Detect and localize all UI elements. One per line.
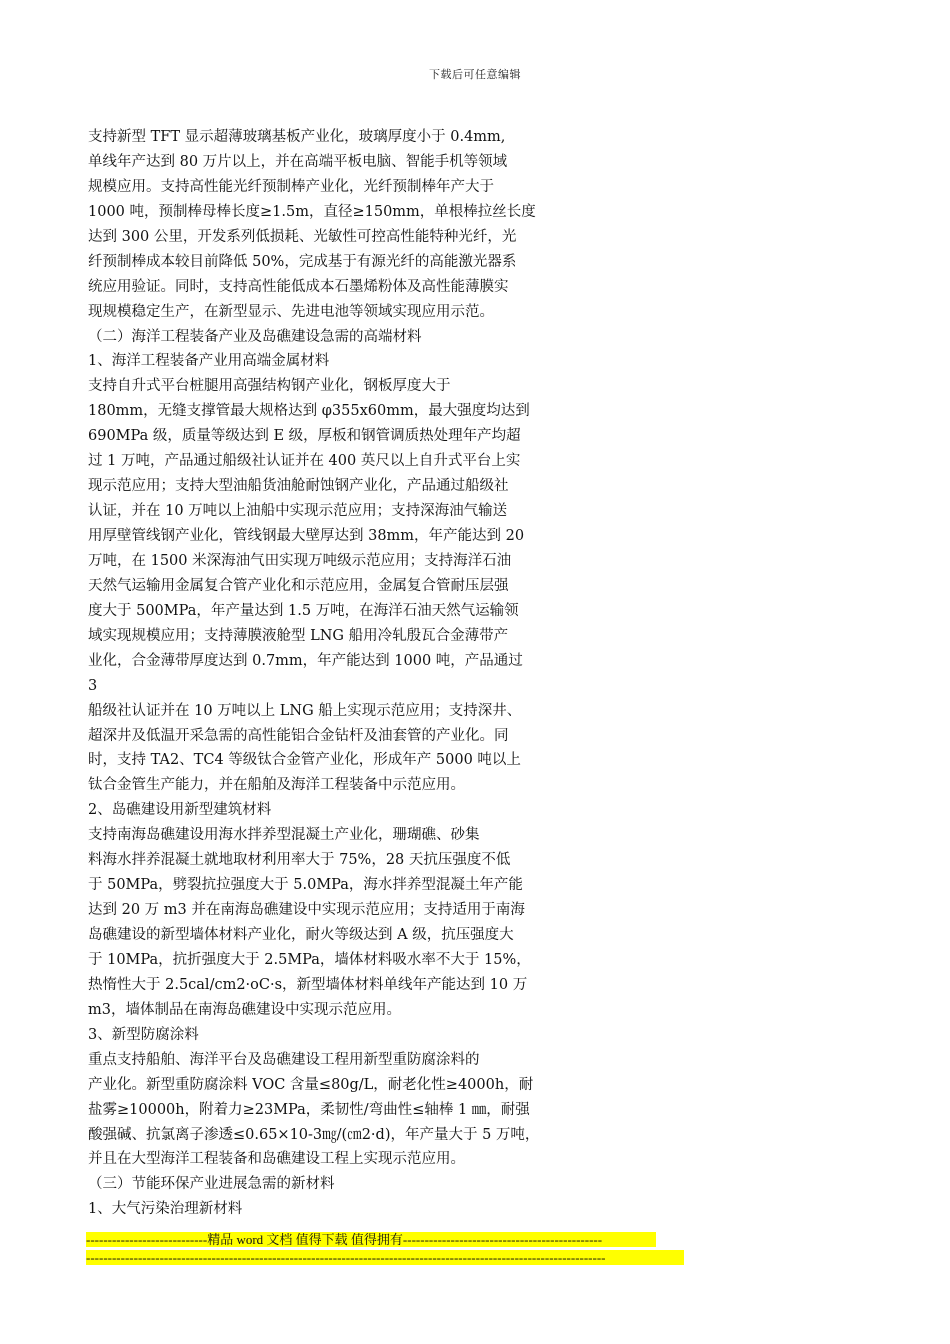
text-line: 盐雾≥10000h，附着力≥23MPa，柔韧性/弯曲性≤轴棒 1 ㎜，耐强 xyxy=(88,1101,530,1118)
text-line: 船级社认证并在 10 万吨以上 LNG 船上实现示范应用；支持深井、 xyxy=(88,702,522,719)
footer-divider: ------------------------------------------------------------------------------------------------------------------------ xyxy=(86,1250,684,1265)
text-line: 1、海洋工程装备产业用高端金属材料 xyxy=(88,353,330,370)
text-line: 支持自升式平台桩腿用高强结构钢产业化，钢板厚度大于 xyxy=(88,378,451,395)
text-line: 重点支持船舶、海洋平台及岛礁建设工程用新型重防腐涂料的 xyxy=(88,1051,480,1068)
text-line: 690MPa 级，质量等级达到 E 级，厚板和钢管调质热处理年产均超 xyxy=(88,428,521,445)
text-line: 1、大气污染治理新材料 xyxy=(88,1201,243,1218)
text-line: 2、岛礁建设用新型建筑材料 xyxy=(88,802,272,819)
text-line: 180mm，无缝支撑管最大规格达到 φ355x60mm，最大强度均达到 xyxy=(88,403,530,420)
text-line: 度大于 500MPa，年产量达到 1.5 万吨，在海洋石油天然气运输领 xyxy=(88,602,519,619)
body-text xyxy=(88,125,608,1222)
text-line: 现示范应用；支持大型油船货油舱耐蚀钢产业化，产品通过船级社 xyxy=(88,478,509,495)
text-line: 产业化。新型重防腐涂料 VOC 含量≤80g/L，耐老化性≥4000h，耐 xyxy=(88,1076,534,1093)
text-line: 于 50MPa，劈裂抗拉强度大于 5.0MPa，海水拌养型混凝土年产能 xyxy=(88,877,523,894)
text-line: 纤预制棒成本较目前降低 50%，完成基于有源光纤的高能激光器系 xyxy=(88,253,517,270)
text-line: 酸强碱、抗氯离子渗透≤0.65×10-3㎎/(㎝2·d)，年产量大于 5 万吨， xyxy=(88,1126,540,1143)
text-line: 1000 吨，预制棒母棒长度≥1.5m，直径≥150mm，单根棒拉丝长度 xyxy=(88,203,536,220)
text-line: 料海水拌养混凝土就地取材利用率大于 75%，28 天抗压强度不低 xyxy=(88,852,511,869)
text-line: （二）海洋工程装备产业及岛礁建设急需的高端材料 xyxy=(88,328,422,345)
text-line: 现规模稳定生产，在新型显示、先进电池等领域实现应用示范。 xyxy=(88,303,494,320)
text-line: 热惰性大于 2.5cal/cm2·oC·s，新型墙体材料单线年产能达到 10 万 xyxy=(88,976,528,993)
text-line: （三）节能环保产业进展急需的新材料 xyxy=(88,1176,335,1193)
text-line: 3 xyxy=(88,677,98,694)
text-line: 于 10MPa，抗折强度大于 2.5MPa，墙体材料吸水率不大于 15%， xyxy=(88,951,531,968)
text-line: 天然气运输用金属复合管产业化和示范应用，金属复合管耐压层强 xyxy=(88,577,509,594)
text-line: 达到 300 公里，开发系列低损耗、光敏性可控高性能特种光纤，光 xyxy=(88,228,517,245)
text-line: 时，支持 TA2、TC4 等级钛合金管产业化，形成年产 5000 吨以上 xyxy=(88,752,521,769)
text-line: 并且在大型海洋工程装备和岛礁建设工程上实现示范应用。 xyxy=(88,1151,465,1168)
text-line: 钛合金管生产能力，并在船舶及海洋工程装备中示范应用。 xyxy=(88,777,465,794)
text-line: 用厚壁管线钢产业化，管线钢最大壁厚达到 38mm，年产能达到 20 xyxy=(88,528,525,544)
text-line: 认证，并在 10 万吨以上油船中实现示范应用；支持深海油气输送 xyxy=(88,503,508,520)
page-header: 下载后可任意编辑 xyxy=(429,68,521,81)
text-line: 域实现规模应用；支持薄膜液舱型 LNG 船用冷轧殷瓦合金薄带产 xyxy=(88,627,509,644)
text-line: 规模应用。支持高性能光纤预制棒产业化，光纤预制棒年产大于 xyxy=(88,178,494,195)
text-line: 单线年产达到 80 万片以上，并在高端平板电脑、智能手机等领域 xyxy=(88,153,508,170)
text-line: 统应用验证。同时，支持高性能低成本石墨烯粉体及高性能薄膜实 xyxy=(88,278,509,295)
text-line: 万吨，在 1500 米深海油气田实现万吨级示范应用；支持海洋石油 xyxy=(88,552,512,569)
text-line: 支持新型 TFT 显示超薄玻璃基板产业化，玻璃厚度小于 0.4mm, xyxy=(88,129,506,145)
text-line: m3，墙体制品在南海岛礁建设中实现示范应用。 xyxy=(88,1001,401,1018)
text-line: 过 1 万吨，产品通过船级社认证并在 400 英尺以上自升式平台上实 xyxy=(88,453,521,470)
text-line: 岛礁建设的新型墙体材料产业化，耐火等级达到 A 级，抗压强度大 xyxy=(88,927,514,943)
text-line: 超深井及低温开采急需的高性能铝合金钻杆及油套管的产业化。同 xyxy=(88,727,509,744)
text-line: 支持南海岛礁建设用海水拌养型混凝土产业化，珊瑚礁、砂集 xyxy=(88,827,480,844)
text-line: 3、新型防腐涂料 xyxy=(88,1026,199,1043)
text-line: 达到 20 万 m3 并在南海岛礁建设中实现示范应用；支持适用于南海 xyxy=(88,902,525,919)
page-footer xyxy=(86,1232,686,1268)
footer-banner: ----------------------------精品 word 文档 值得下载 值得拥有---------------------------------------------- xyxy=(86,1232,656,1247)
text-line: 业化，合金薄带厚度达到 0.7mm，年产能达到 1000 吨，产品通过 xyxy=(88,652,523,669)
